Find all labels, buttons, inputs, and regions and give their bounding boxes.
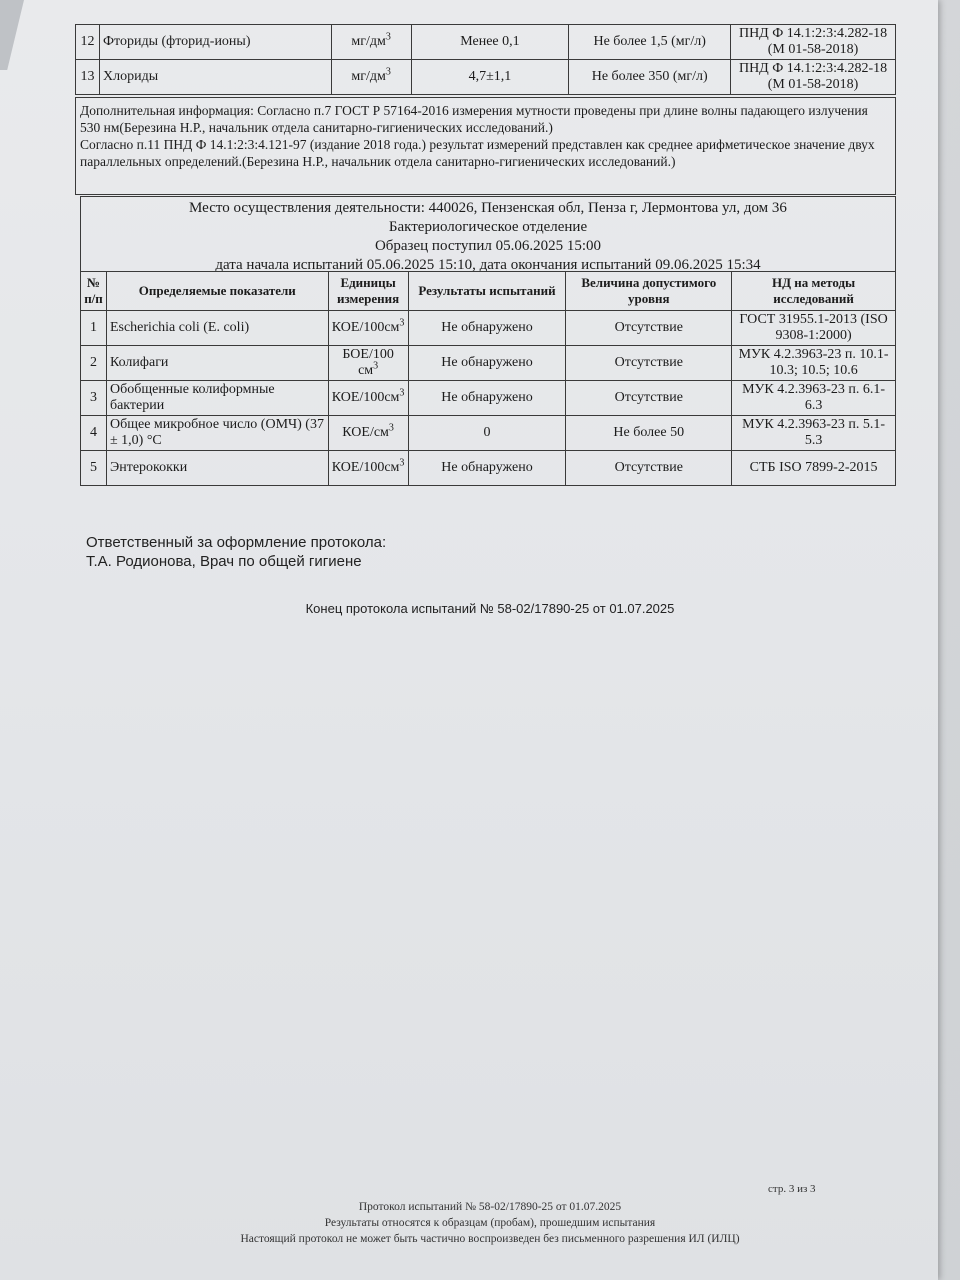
indicator-name: Хлориды <box>99 60 331 95</box>
indicator-name: Энтерококки <box>106 451 328 486</box>
unit-cell: $мг/дм^3$ <box>331 60 411 95</box>
department-name: Бактериологическое отделение <box>388 219 588 235</box>
footer-line: Настоящий протокол не может быть частично воспроизведен без письменного разрешения ИЛ (ИЛЦ) <box>240 1233 740 1245</box>
test-dates: дата начала испытаний 05.06.2025 15:10, дата окончания испытаний 09.06.2025 15:34 <box>215 257 761 273</box>
table-row <box>81 416 896 451</box>
indicator-name: Обобщенные колиформные бактерии <box>106 381 328 416</box>
indicator-name: Фториды (фторид-ионы) <box>99 25 331 60</box>
row-number: 3 <box>81 381 107 416</box>
row-number: 2 <box>81 346 107 381</box>
sample-received: Образец поступил 05.06.2025 15:00 <box>374 238 602 254</box>
page-number: стр. 3 из 3 <box>768 1183 816 1195</box>
method-cell: МУК 4.2.3963-23 п. 10.1-10.3; 10.5; 10.6 <box>732 346 896 381</box>
additional-info-line: Дополнительная информация: Согласно п.7 ГОСТ Р 57164-2016 измерения мутности проведены при длине волны падающего излучения 530 нм(Березина Н.Р., начальник отдела санитарно-гигиенических исследований.) <box>80 103 868 135</box>
header-result: Результаты испытаний <box>408 272 566 311</box>
place-address: Место осуществления деятельности: 440026, Пензенская обл, Пенза г, Лермонтова ул, дом 36 <box>189 200 787 216</box>
result-cell: Не обнаружено <box>408 381 566 416</box>
unit-cell: КОЕ/$100см^3$ <box>328 311 408 346</box>
indicator-name: Колифаги <box>106 346 328 381</box>
place-header <box>80 196 896 272</box>
table-row <box>81 451 896 486</box>
unit-cell: КОЕ/$см^3$ <box>328 416 408 451</box>
row-number: 1 <box>81 311 107 346</box>
torn-corner <box>0 0 24 70</box>
header-norm: Величина допустимого уровня <box>566 272 732 311</box>
page-footer <box>0 1199 960 1247</box>
responsible-name: Т.А. Родионова, Врач по общей гигиене <box>86 553 362 570</box>
result-cell: Менее 0,1 <box>411 25 569 60</box>
norm-cell: Не более 50 <box>566 416 732 451</box>
method-cell: ПНД Ф 14.1:2:3:4.282-18 (М 01-58-2018) <box>731 25 896 60</box>
header-method: НД на методы исследований <box>732 272 896 311</box>
indicator-name: Escherichia coli (E. coli) <box>106 311 328 346</box>
footer-line: Протокол испытаний № 58-02/17890-25 от 01.07.2025 <box>358 1201 622 1213</box>
norm-cell: Отсутствие <box>566 311 732 346</box>
table-row <box>81 311 896 346</box>
table-row <box>76 25 896 60</box>
unit-cell: $мг/дм^3$ <box>331 25 411 60</box>
footer-line: Результаты относятся к образцам (пробам), прошедшим испытания <box>324 1217 656 1229</box>
result-cell: 4,7±1,1 <box>411 60 569 95</box>
bacteriology-results-table <box>80 271 896 486</box>
table-row <box>81 381 896 416</box>
method-cell: МУК 4.2.3963-23 п. 5.1-5.3 <box>732 416 896 451</box>
norm-cell: Отсутствие <box>566 451 732 486</box>
norm-cell: Отсутствие <box>566 381 732 416</box>
table-row <box>81 346 896 381</box>
chemical-results-table <box>75 24 896 95</box>
indicator-name: Общее микробное число (ОМЧ) (37 ± 1,0) °С <box>106 416 328 451</box>
unit-cell: КОЕ/$100см^3$ <box>328 451 408 486</box>
norm-cell: Отсутствие <box>566 346 732 381</box>
method-cell: ПНД Ф 14.1:2:3:4.282-18 (М 01-58-2018) <box>731 60 896 95</box>
unit-cell: БОЕ/100 $см^3$ <box>328 346 408 381</box>
result-cell: Не обнаружено <box>408 311 566 346</box>
unit-cell: КОЕ/$100см^3$ <box>328 381 408 416</box>
header-indicator: Определяемые показатели <box>106 272 328 311</box>
result-cell: Не обнаружено <box>408 346 566 381</box>
row-number: 4 <box>81 416 107 451</box>
method-cell: СТБ ISO 7899-2-2015 <box>732 451 896 486</box>
header-unit: Единицы измерения <box>328 272 408 311</box>
row-number: 12 <box>76 25 100 60</box>
header-number: № п/п <box>81 272 107 311</box>
method-cell: ГОСТ 31955.1-2013 (ISO 9308-1:2000) <box>732 311 896 346</box>
row-number: 5 <box>81 451 107 486</box>
responsible-person <box>86 533 386 571</box>
protocol-end-text: Конец протокола испытаний № 58-02/17890-25 от 01.07.2025 <box>305 601 675 616</box>
result-cell: Не обнаружено <box>408 451 566 486</box>
table-row <box>76 60 896 95</box>
row-number: 13 <box>76 60 100 95</box>
norm-cell: Не более 350 (мг/л) <box>569 60 731 95</box>
additional-info <box>75 97 896 195</box>
responsible-label: Ответственный за оформление протокола: <box>86 534 387 551</box>
result-cell: 0 <box>408 416 566 451</box>
table-header-row <box>81 272 896 311</box>
additional-info-line: Согласно п.11 ПНД Ф 14.1:2:3:4.121-97 (издание 2018 года.) результат измерений представлен как среднее арифметическое значение двух параллельных определений.(Березина Н.Р., начальник отдела санитарно-гигиенических исследований.) <box>80 137 875 169</box>
method-cell: МУК 4.2.3963-23 п. 6.1-6.3 <box>732 381 896 416</box>
norm-cell: Не более 1,5 (мг/л) <box>569 25 731 60</box>
